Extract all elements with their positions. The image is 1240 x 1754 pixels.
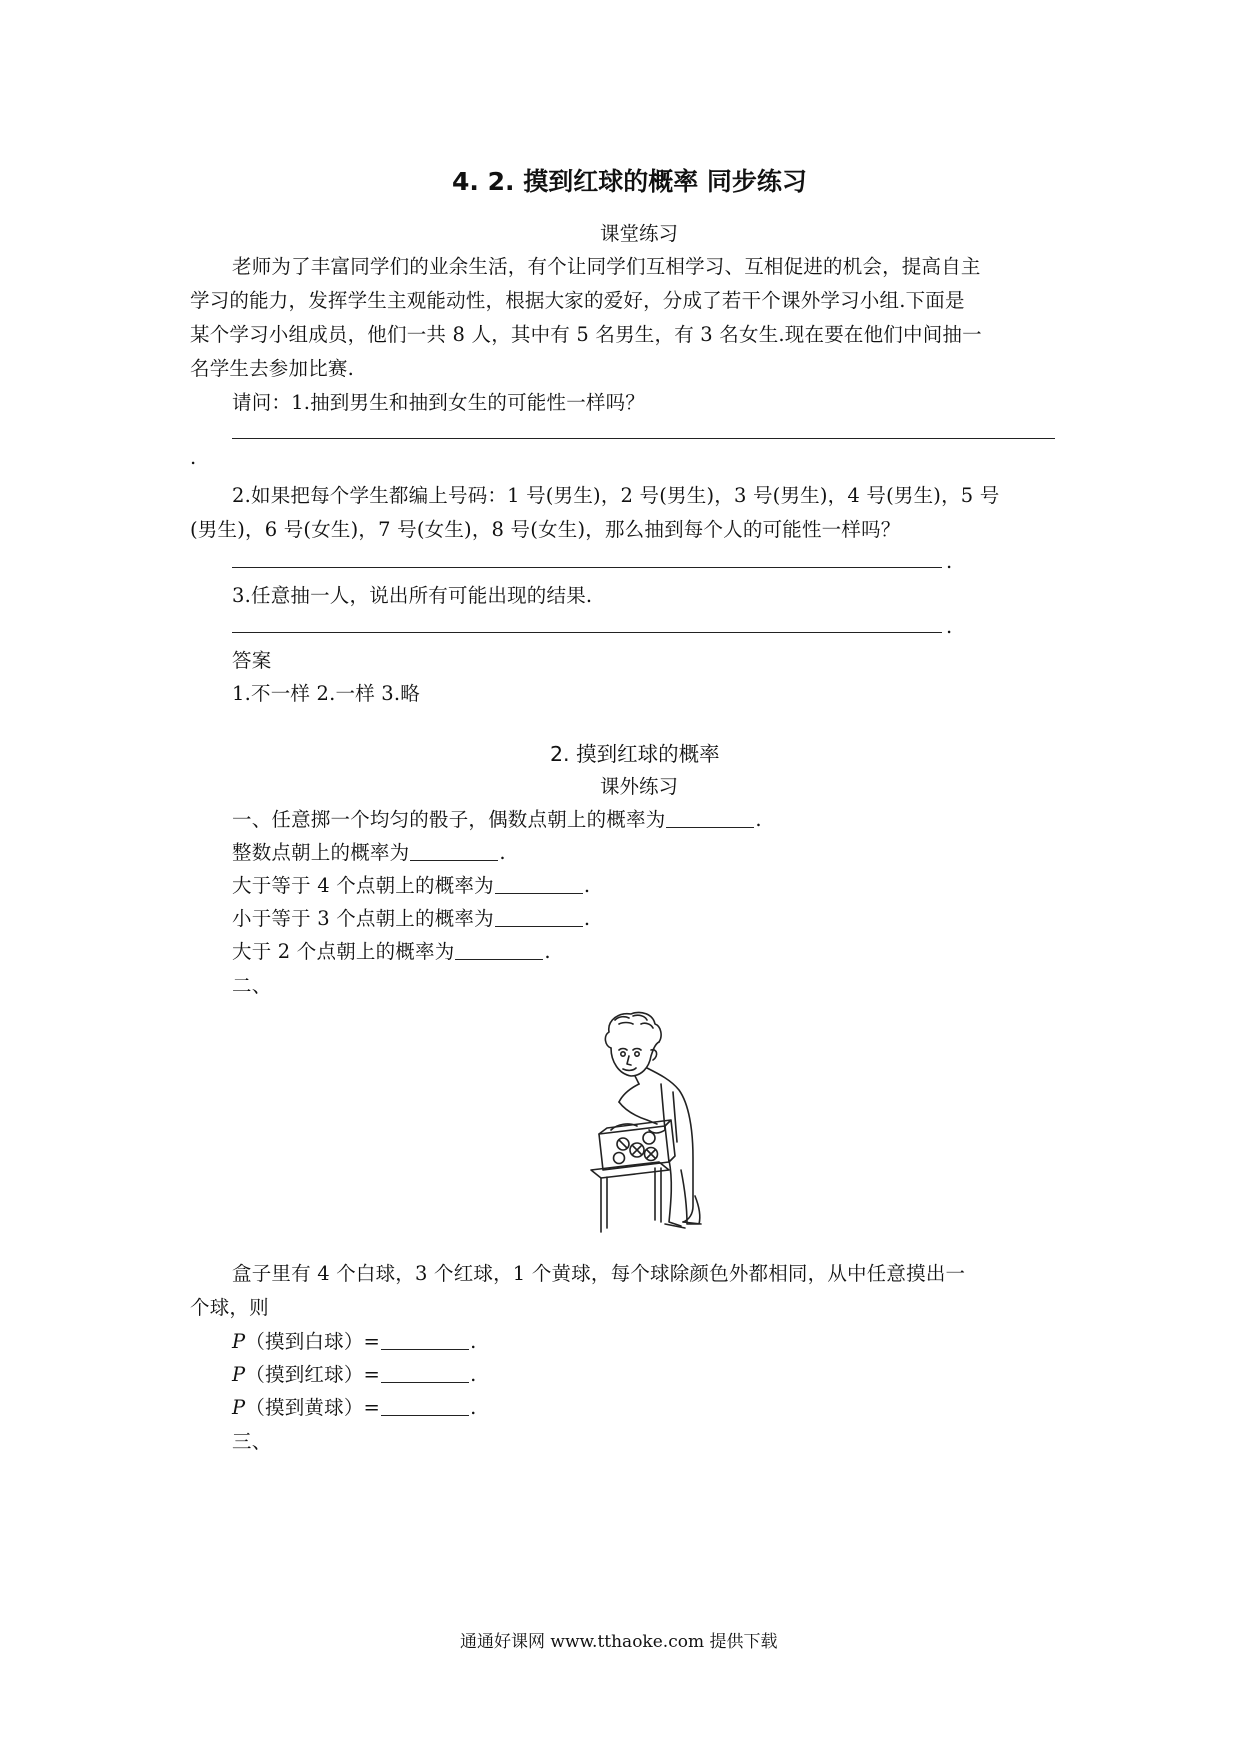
part-2-line-1: 盒子里有 4 个白球，3 个红球，1 个黄球，每个球除颜色外都相同，从中任意摸出一 <box>232 1262 966 1285</box>
answer-line-1 <box>232 438 1055 439</box>
section1-subtitle: 课堂练习 <box>600 222 679 245</box>
probability-item-3: P（摸到黄球）= . <box>232 1396 477 1419</box>
answers: 1.不一样 2.一样 3.略 <box>232 682 421 705</box>
answer-line-1-end: . <box>190 446 197 469</box>
exercise-item-2: 整数点朝上的概率为 . <box>232 841 506 864</box>
fill-blank <box>495 925 583 927</box>
probability-item-1: P（摸到白球）= . <box>232 1330 477 1353</box>
part-3-label: 三、 <box>232 1430 272 1453</box>
paragraph-line-1: 老师为了丰富同学们的业余生活，有个让同学们互相学习、互相促进的机会，提高自主 <box>232 255 981 278</box>
exercise-item-4: 小于等于 3 个点朝上的概率为 . <box>232 907 591 930</box>
part-2-line-2: 个球，则 <box>190 1296 269 1319</box>
probability-item-2: P（摸到红球）= . <box>232 1363 477 1386</box>
section2-heading: 2. 摸到红球的概率 <box>550 742 720 766</box>
part-2-label: 二、 <box>232 974 272 997</box>
fill-blank <box>666 826 754 828</box>
fill-blank <box>381 1414 469 1416</box>
paragraph-line-2: 学习的能力，发挥学生主观能动性，根据大家的爱好，分成了若干个课外学习小组.下面是 <box>190 289 965 312</box>
question-1: 请问：1.抽到男生和抽到女生的可能性一样吗？ <box>232 391 646 414</box>
person-drawing-ball-illustration <box>589 1010 709 1238</box>
fill-blank <box>455 958 543 960</box>
paragraph-line-4: 名学生去参加比赛. <box>190 357 354 380</box>
answer-line-3-end: . <box>946 615 953 638</box>
answer-line-3 <box>232 632 942 633</box>
fill-blank <box>381 1348 469 1350</box>
fill-blank <box>381 1381 469 1383</box>
fill-blank <box>410 859 498 861</box>
answer-line-2-end: . <box>946 550 953 573</box>
question-2-line-2: (男生)，6 号(女生)，7 号(女生)，8 号(女生)，那么抽到每个人的可能性一样吗？ <box>190 518 901 541</box>
exercise-item-3: 大于等于 4 个点朝上的概率为 . <box>232 874 591 897</box>
answer-line-2 <box>232 567 942 568</box>
fill-blank <box>495 892 583 894</box>
question-3: 3.任意抽一人，说出所有可能出现的结果. <box>232 584 593 607</box>
question-2-line-1: 2.如果把每个学生都编上号码：1 号(男生)，2 号(男生)，3 号(男生)，4 号(男生)，5 号 <box>232 484 1000 507</box>
answer-label: 答案 <box>232 649 272 672</box>
exercise-item-5: 大于 2 个点朝上的概率为 . <box>232 940 551 963</box>
page-title: 4. 2. 摸到红球的概率 同步练习 <box>452 167 807 196</box>
paragraph-line-3: 某个学习小组成员，他们一共 8 人，其中有 5 名男生，有 3 名女生.现在要在他们中间抽一 <box>190 323 982 346</box>
section2-subtitle: 课外练习 <box>600 775 679 798</box>
page-footer: 通通好课网 www.tthaoke.com 提供下载 <box>460 1632 778 1652</box>
exercise-item-1: 一、任意掷一个均匀的骰子，偶数点朝上的概率为 . <box>232 808 762 831</box>
